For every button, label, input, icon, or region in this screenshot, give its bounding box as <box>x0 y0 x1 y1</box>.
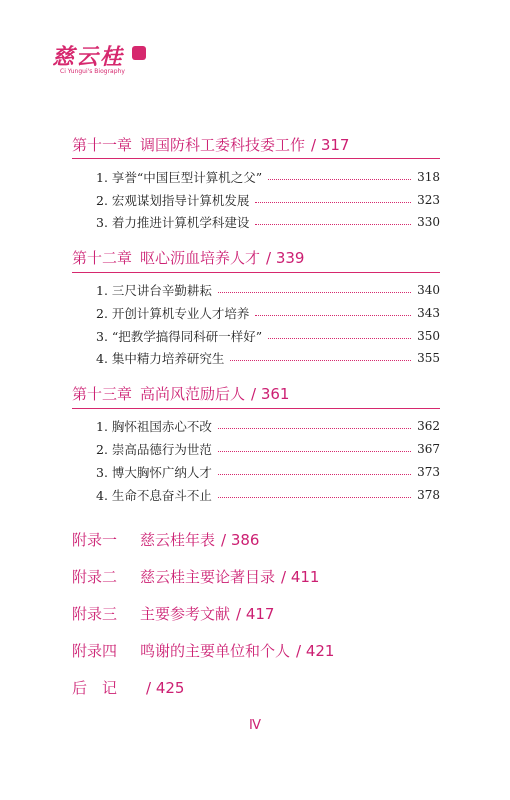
dot-leader <box>230 360 411 361</box>
chapter-number: 第十一章 <box>72 136 133 154</box>
chapter-number: 第十三章 <box>72 385 133 403</box>
appendix-label: 附录二 <box>72 568 118 586</box>
appendix-title: 慈云桂主要论著目录 <box>140 568 276 586</box>
appendix-heading[interactable] <box>72 603 274 624</box>
entry-page: 323 <box>417 193 440 207</box>
dot-leader <box>268 179 411 180</box>
entry-title: 1. 三尺讲台辛勤耕耘 <box>96 283 212 298</box>
entry-page: 330 <box>417 215 440 229</box>
entry-title: 3. 博大胸怀广纳人才 <box>96 465 212 480</box>
entry-title: 2. 开创计算机专业人才培养 <box>96 306 250 321</box>
entry-title: 2. 宏观谋划指导计算机发展 <box>96 193 250 208</box>
dot-leader <box>218 451 411 452</box>
entry-title: 4. 集中精力培养研究生 <box>96 351 225 366</box>
entry-page: 362 <box>417 419 440 433</box>
dot-leader <box>255 315 411 316</box>
appendix-heading[interactable] <box>72 529 259 550</box>
toc-entry[interactable] <box>96 348 440 368</box>
logo-subtitle: Ci Yungui's Biography <box>60 68 125 75</box>
toc-entry[interactable] <box>96 167 440 187</box>
dot-leader <box>255 224 411 225</box>
dot-leader <box>255 202 411 203</box>
appendix-page: / 417 <box>236 605 275 623</box>
chapter-divider <box>72 158 440 159</box>
appendix-title: 慈云桂年表 <box>140 531 216 549</box>
dot-leader <box>218 497 411 498</box>
entry-page: 350 <box>417 329 440 343</box>
toc-entry[interactable] <box>96 439 440 459</box>
appendix-title: 鸣谢的主要单位和个人 <box>140 642 291 660</box>
logo-title: 慈云桂 <box>52 44 125 70</box>
book-logo <box>52 40 162 82</box>
chapter-title: 呕心沥血培养人才 <box>140 249 261 267</box>
entry-title: 4. 生命不息奋斗不止 <box>96 488 212 503</box>
entry-page: 373 <box>417 465 440 479</box>
toc-entry[interactable] <box>96 485 440 505</box>
entry-title: 3. 着力推进计算机学科建设 <box>96 215 250 230</box>
chapter-number: 第十二章 <box>72 249 133 267</box>
chapter-title: 调国防科工委科技委工作 <box>140 136 306 154</box>
dot-leader <box>218 292 411 293</box>
toc-entry[interactable] <box>96 280 440 300</box>
dot-leader <box>268 338 411 339</box>
toc-entry[interactable] <box>96 212 440 232</box>
toc-entry[interactable] <box>96 326 440 346</box>
toc-entry[interactable] <box>96 462 440 482</box>
afterword-label: 后 记 <box>72 679 118 697</box>
entry-page: 367 <box>417 442 440 456</box>
entry-page: 378 <box>417 488 440 502</box>
afterword-heading[interactable] <box>72 677 184 698</box>
chapter-page: / 317 <box>311 136 350 154</box>
dot-leader <box>218 428 411 429</box>
chapter-heading[interactable] <box>72 134 349 155</box>
toc-entry[interactable] <box>96 190 440 210</box>
afterword-page: / 425 <box>146 679 185 697</box>
chapter-heading[interactable] <box>72 383 289 404</box>
appendix-page: / 411 <box>281 568 320 586</box>
entry-title: 3. “把教学搞得同科研一样好” <box>96 329 263 344</box>
appendix-heading[interactable] <box>72 640 334 661</box>
seal-icon <box>132 46 146 60</box>
appendix-label: 附录四 <box>72 642 118 660</box>
entry-page: 355 <box>417 351 440 365</box>
appendix-heading[interactable] <box>72 566 319 587</box>
page-number: Ⅳ <box>249 718 261 733</box>
entry-page: 343 <box>417 306 440 320</box>
chapter-heading[interactable] <box>72 247 304 268</box>
chapter-page: / 339 <box>266 249 305 267</box>
dot-leader <box>218 474 411 475</box>
appendix-page: / 421 <box>296 642 335 660</box>
toc-entry[interactable] <box>96 303 440 323</box>
chapter-page: / 361 <box>251 385 290 403</box>
toc-entry[interactable] <box>96 416 440 436</box>
appendix-label: 附录三 <box>72 605 118 623</box>
entry-page: 340 <box>417 283 440 297</box>
appendix-page: / 386 <box>221 531 260 549</box>
entry-title: 1. 享誉“中国巨型计算机之父” <box>96 170 263 185</box>
appendix-label: 附录一 <box>72 531 118 549</box>
entry-page: 318 <box>417 170 440 184</box>
chapter-divider <box>72 408 440 409</box>
entry-title: 2. 崇高品德行为世范 <box>96 442 212 457</box>
appendix-title: 主要参考文献 <box>140 605 231 623</box>
chapter-title: 高尚风范励后人 <box>140 385 246 403</box>
chapter-divider <box>72 272 440 273</box>
entry-title: 1. 胸怀祖国赤心不改 <box>96 419 212 434</box>
